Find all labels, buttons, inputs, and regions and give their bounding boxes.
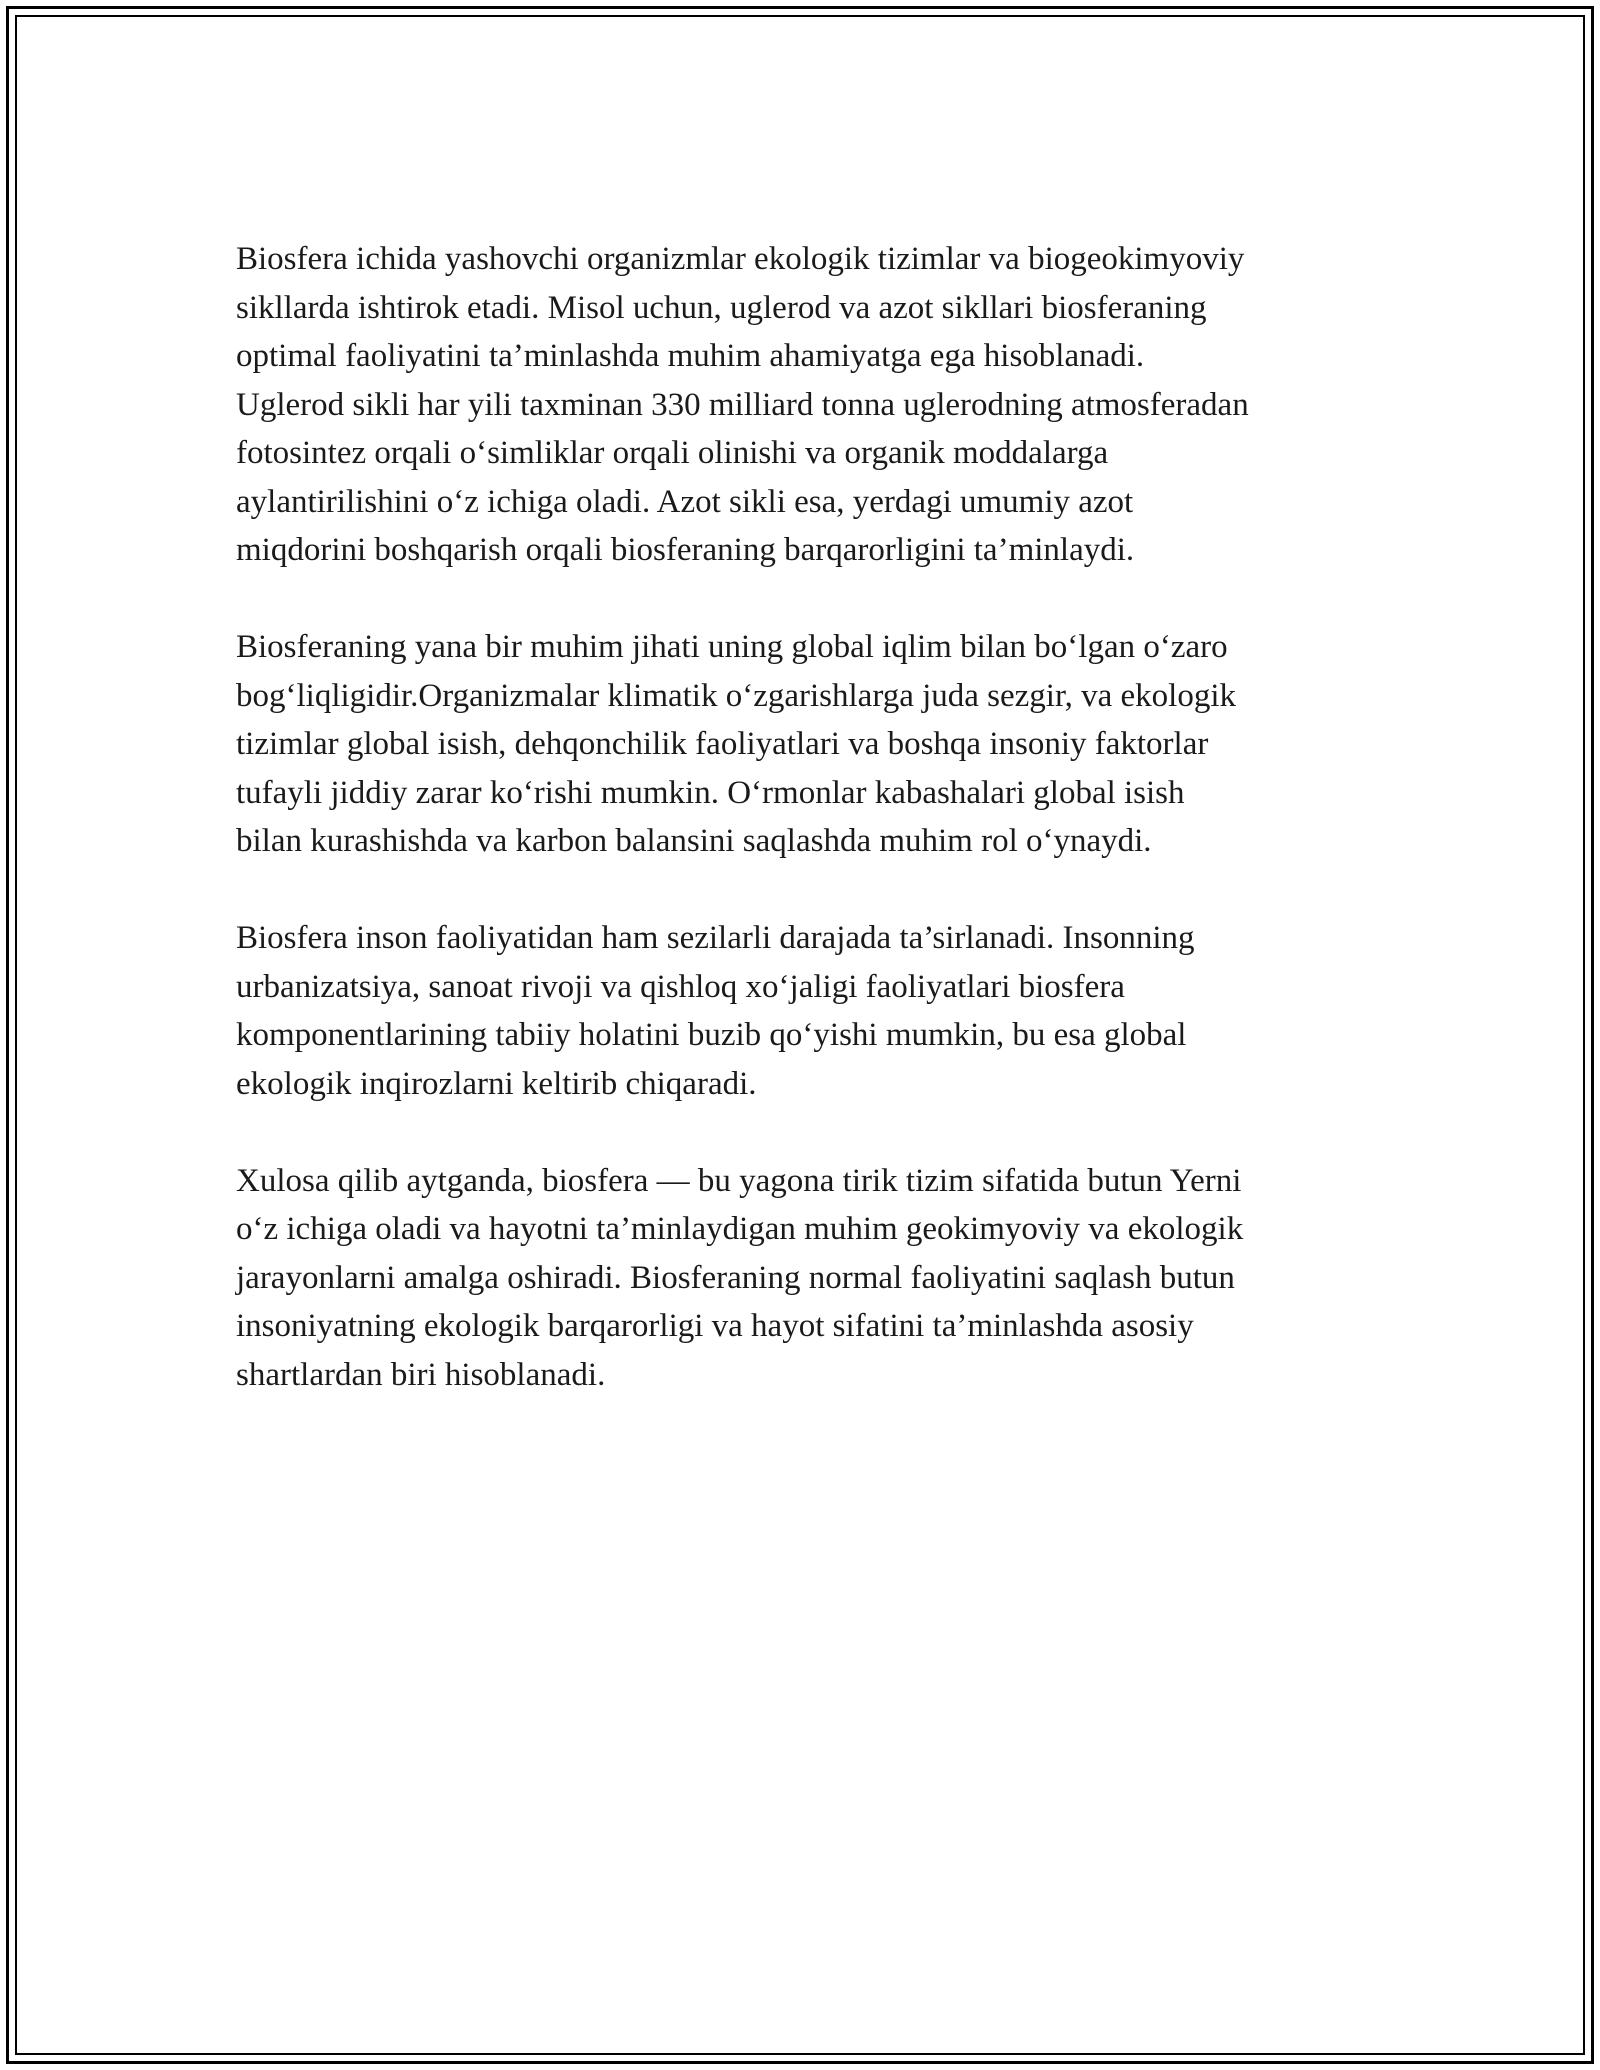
text-line: aylantirilishini o‘z ichiga oladi. Azot sikli esa, yerdagi umumiy azot — [236, 483, 1134, 520]
text-line: Biosferaning yana bir muhim jihati uning global iqlim bilan bo‘lgan o‘zaro — [236, 629, 1228, 665]
text-line: sikllarda ishtirok etadi. Misol uchun, uglerod va azot sikllari biosferaning — [236, 289, 1207, 326]
text-line: Uglerod sikli har yili taxminan 330 milliard tonna uglerodning atmosferadan — [236, 386, 1249, 423]
text-line: jarayonlarni amalga oshiradi. Biosferaning normal faoliyatini saqlash butun — [236, 1259, 1235, 1296]
text-line: ekologik inqirozlarni keltirib chiqaradi. — [236, 1065, 757, 1102]
text-line: fotosintez orqali o‘simliklar orqali olinishi va organik moddalarga — [236, 435, 1109, 471]
text-line: shartlardan biri hisoblanadi. — [236, 1356, 606, 1393]
text-line: optimal faoliyatini ta’minlashda muhim ahamiyatga ega hisoblanadi. — [236, 338, 1145, 374]
text-line: insoniyatning ekologik barqarorligi va hayot sifatini ta’minlashda asosiy — [236, 1308, 1194, 1344]
text-line: Biosfera ichida yashovchi organizmlar ekologik tizimlar va biogeokimyoviy — [236, 241, 1245, 277]
paragraph-1 — [236, 235, 1366, 575]
text-line: komponentlarining tabiiy holatini buzib qo‘yishi mumkin, bu esa global — [236, 1017, 1187, 1053]
text-line: urbanizatsiya, sanoat rivoji va qishloq xo‘jaligi faoliyatlari biosfera — [236, 968, 1125, 1005]
text-line: bilan kurashishda va karbon balansini saqlashda muhim rol o‘ynaydi. — [236, 823, 1152, 859]
text-line: bog‘liqligidir.Organizmalar klimatik o‘zgarishlarga juda sezgir, va ekologik — [236, 677, 1237, 714]
text-line: miqdorini boshqarish orqali biosferaning barqarorligini ta’minlaydi. — [236, 532, 1135, 568]
text-line: Biosfera inson faoliyatidan ham sezilarli darajada ta’sirlanadi. Insonning — [236, 920, 1195, 956]
paragraph-2 — [236, 623, 1366, 866]
text-line: tufayli jiddiy zarar ko‘rishi mumkin. O‘rmonlar kabashalari global isish — [236, 774, 1185, 811]
paragraph-4 — [236, 1157, 1366, 1400]
text-line: tizimlar global isish, dehqonchilik faoliyatlari va boshqa insoniy faktorlar — [236, 726, 1209, 762]
text-line: o‘z ichiga oladi va hayotni ta’minlaydigan muhim geokimyoviy va ekologik — [236, 1211, 1244, 1247]
document-body — [236, 235, 1366, 1448]
text-line: Xulosa qilib aytganda, biosfera — bu yagona tirik tizim sifatida butun Yerni — [236, 1162, 1242, 1199]
paragraph-3 — [236, 914, 1366, 1108]
